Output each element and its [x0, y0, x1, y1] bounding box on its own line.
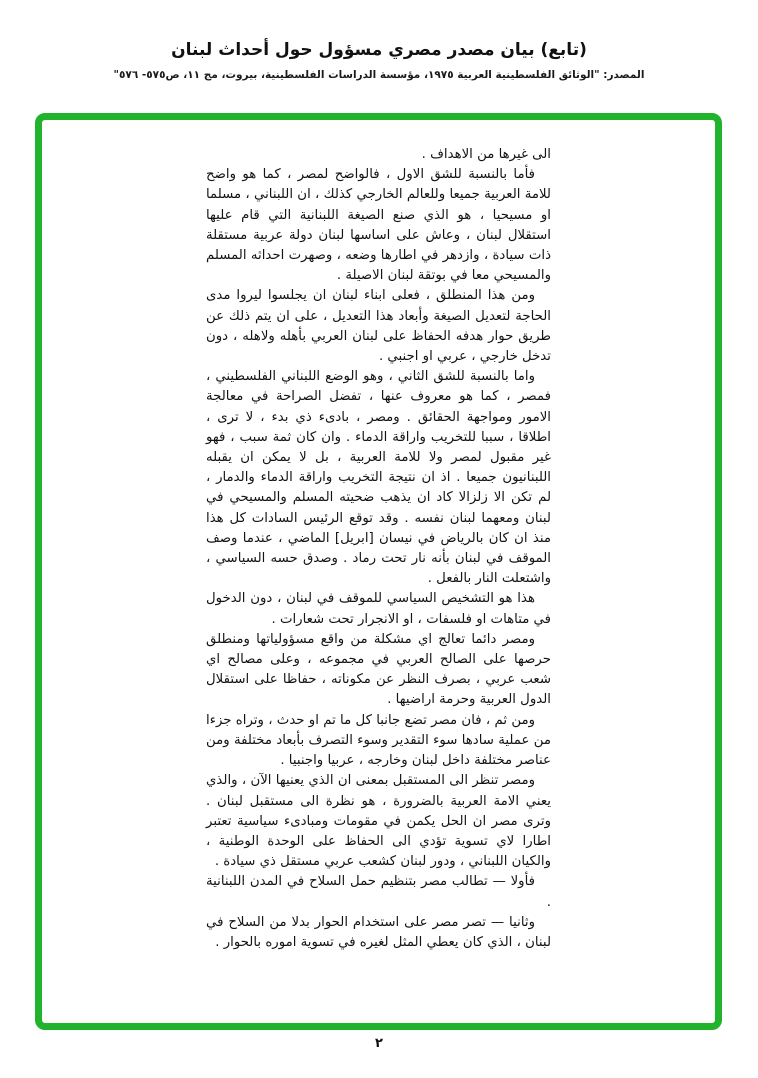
page-title: (تابع) بيان مصدر مصري مسؤول حول أحداث لبنان: [171, 40, 587, 60]
paragraph: فأولا — تطالب مصر بتنظيم حمل السلاح في المدن اللبنانية .: [206, 874, 551, 910]
paragraph: ومن هذا المنطلق ، فعلى ابناء لبنان ان يجلسوا ليروا مدى الحاجة لتعديل الصيغة وأبعاد هذا التعديل ، على ان يتم ذلك عن طريق حوار هدفه الحفاظ على لبنان العربي بأهله ولاهله ، دون تدخل خارجي ، عربي او اجنبي .: [206, 288, 551, 365]
paragraph: وثانيا — تصر مصر على استخدام الحوار بدلا من السلاح في لبنان ، الذي كان يعطي المثل لغيره في تسوية اموره بالحوار .: [206, 914, 551, 950]
paragraph: ومصر دائما تعالج اي مشكلة من واقع مسؤولياتها ومنطلق حرصها على الصالح العربي في مجموعه ، وعلى مصالح اي شعب عربي ، بصرف النظر عن مكوناته ، حفاظا على استقلال الدول العربية وحرمة اراضيها .: [206, 631, 551, 708]
source-citation: المصدر: "الوثائق الفلسطينية العربية ١٩٧٥، مؤسسة الدراسات الفلسطينية، بيروت، مج ١١، ص٥٧٥- ٥٧٦": [113, 69, 645, 81]
page-number: ٢: [375, 1036, 383, 1051]
paragraph: فأما بالنسبة للشق الاول ، فالواضح لمصر ، كما هو واضح للامة العربية جميعا وللعالم الخارجي كذلك ، ان اللبناني ، مسلما او مسيحيا ، هو الذي صنع الصيغة اللبنانية التي قام عليها استقلال لبنان ، وعاش على اساسها لبنان دولة عربية مستقلة ذات سيادة ، وازدهر في اطارها وضعه ، وصهرت احداثه المسلم والمسيحي معا في بوتقة لبنان الاصيلة .: [206, 167, 551, 284]
document-frame-border: [35, 113, 722, 1030]
paragraph: واما بالنسبة للشق الثاني ، وهو الوضع اللبناني الفلسطيني ، فمصر ، كما هو معروف عنها ، تفضل الصراحة في معالجة الامور ومواجهة الحقائق . ومصر ، بادىء ذي بدء ، لا ترى ، اطلاقا ، سببا للتخريب واراقة الدماء . وان كان ثمة سبب ، فهو غير مقبول لمصر ولا للامة العربية ، بل لا يمكن ان يقبله اللبنانيون جميعا . اذ ان نتيجة التخريب واراقة الدماء والدمار ، لم تكن الا زلزالا كاد ان يذهب ضحيته المسلم والمسيحي في لبنان ومعهما لبنان نفسه . وقد توقع الرئيس السادات كل هذا منذ ان كان بالرياض في نيسان [ابريل] الماضي ، عندما وصف الموقف في لبنان بأنه نار تحت رماد . وصدق حسه السياسي ، واشتعلت النار بالفعل .: [206, 369, 551, 587]
paragraph: هذا هو التشخيص السياسي للموقف في لبنان ، دون الدخول في متاهات او فلسفات ، او الانجرار تحت شعارات .: [206, 591, 551, 627]
paragraph: الى غيرها من الاهداف .: [421, 147, 551, 162]
paragraph: ومصر تنظر الى المستقبل بمعنى ان الذي يعنيها الآن ، والذي يعني الامة العربية بالضرورة ، هو نظرة الى مستقبل لبنان . وترى مصر ان الحل يكمن في مقومات ومبادىء سياسية تعتبر اطارا لاي تسوية تؤدي الى الحفاظ على الوحدة الوطنية ، والكيان اللبناني ، ودور لبنان كشعب عربي مستقل ذي سيادة .: [206, 773, 551, 870]
document-body: [206, 145, 551, 953]
paragraph: ومن ثم ، فان مصر تضع جانبا كل ما تم او حدث ، وتراه جزءا من عملية سادها سوء التقدير وسوء التصرف بأبعاد مختلفة ومن عناصر مختلفة داخل لبنان وخارجه ، عربيا واجنبيا .: [206, 712, 551, 769]
document-header: [0, 40, 758, 81]
